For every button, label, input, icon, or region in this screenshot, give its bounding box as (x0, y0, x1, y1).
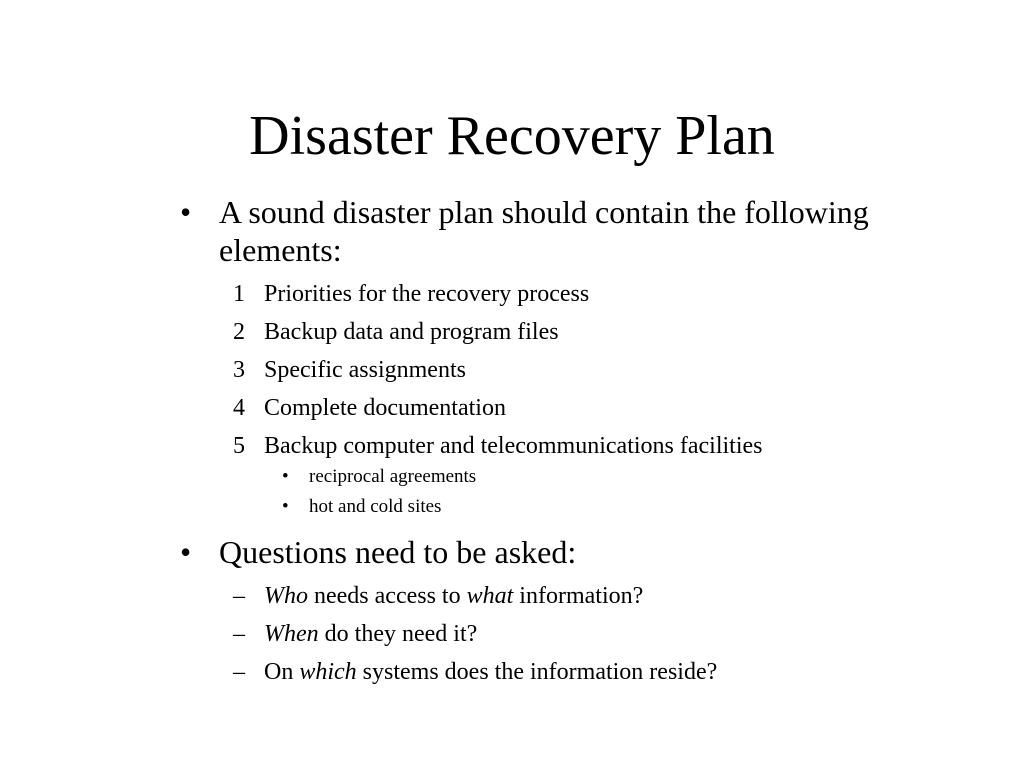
sub-bullet-marker: • (282, 466, 289, 487)
bullet-marker: • (180, 534, 192, 570)
question-text: needs access to (308, 583, 467, 609)
dash-marker: – (233, 659, 245, 685)
item-number: 2 (233, 319, 245, 345)
item-text: Complete documentation (264, 395, 506, 421)
question-when (180, 619, 900, 649)
item-number: 5 (233, 433, 245, 459)
item-text: Backup computer and telecommunications facilities (264, 433, 763, 459)
sub-bullet-marker: • (282, 496, 289, 517)
question-emphasis: Who (264, 583, 308, 609)
list-item-backup-facilities (180, 431, 900, 461)
item-text: Priorities for the recovery process (264, 281, 590, 307)
dash-marker: – (233, 621, 245, 647)
item-number: 3 (233, 357, 245, 383)
bullet-text: A sound disaster plan should contain the following elements: (219, 194, 869, 268)
bullet-text: Questions need to be asked: (219, 534, 577, 570)
dash-marker: – (233, 583, 245, 609)
sub-item-hot-cold-sites (180, 495, 900, 519)
question-text: information? (513, 583, 644, 609)
item-number: 4 (233, 395, 245, 421)
list-item-backup-data (180, 317, 900, 347)
bullet-marker: • (180, 194, 192, 230)
question-text: On (264, 659, 300, 685)
item-text: Backup data and program files (264, 319, 559, 345)
bullet-questions (180, 533, 900, 571)
slide-title: Disaster Recovery Plan (249, 105, 775, 167)
item-text: Specific assignments (264, 357, 466, 383)
sub-item-text: hot and cold sites (309, 496, 442, 517)
list-item-documentation (180, 393, 900, 423)
question-which-systems (180, 657, 900, 687)
question-who-what (180, 581, 900, 611)
sub-item-reciprocal-agreements (180, 465, 900, 489)
bullet-plan-elements (180, 193, 900, 269)
question-emphasis: When (264, 621, 319, 647)
sub-item-text: reciprocal agreements (309, 466, 477, 487)
list-item-assignments (180, 355, 900, 385)
item-number: 1 (233, 281, 245, 307)
slide-body (180, 193, 900, 687)
list-item-priorities (180, 279, 900, 309)
question-emphasis: what (466, 583, 514, 609)
question-text: systems does the information reside? (356, 659, 718, 685)
question-emphasis: which (299, 659, 357, 685)
question-text: do they need it? (318, 621, 478, 647)
